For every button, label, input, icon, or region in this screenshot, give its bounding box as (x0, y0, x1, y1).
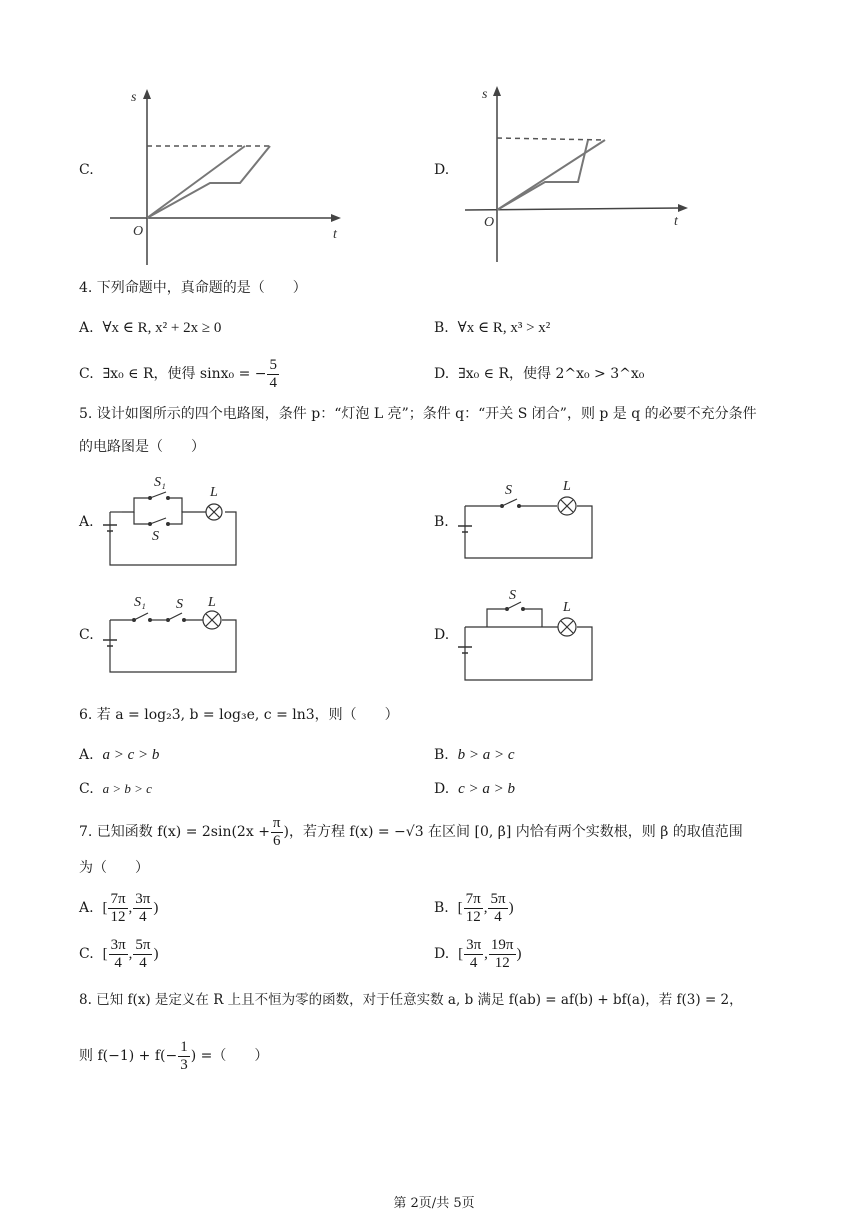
circuit-a-label: A. (79, 514, 94, 530)
q7-option-b: B. [ $\frac{7\pi}{12}$ , $\frac{5\pi}{4}$ ) (434, 890, 514, 925)
q4-option-d: D. ∃x₀ ∈ R，使得 2^x₀ > 3^x₀ (434, 366, 645, 382)
q8-stem-line2: 则 f(−1) + f(− $\frac{1}{3}$ ) =（ ） (79, 1038, 269, 1073)
circuit-a (100, 470, 250, 570)
circuit-b-label: B. (434, 514, 449, 530)
q7-stem-line2: 为（ ） (79, 860, 149, 876)
circuit-c-label: C. (79, 627, 94, 643)
svg-text:L: L (208, 595, 216, 610)
axis-s-label: s (131, 90, 137, 105)
graph-d (460, 80, 700, 270)
svg-text:S₁: S₁ (134, 595, 146, 610)
svg-text:L: L (563, 600, 571, 615)
circuit-c (100, 590, 250, 680)
axis-t-label: t (674, 214, 678, 229)
line-b (147, 146, 270, 218)
origin-label: O (484, 215, 495, 230)
q5-stem-line1: 5. 设计如图所示的四个电路图，条件 p：“灯泡 L 亮”；条件 q：“开关 S 闭合”，则 p 是 q 的必要不充分条件 (79, 406, 757, 422)
q4-option-a: A. ∀x ∈ R, x² + 2x ≥ 0 (79, 320, 222, 336)
q7-option-c: C. [ $\frac{3\pi}{4}$ , $\frac{5\pi}{4}$ ) (79, 936, 159, 971)
axis-s-label: s (482, 87, 488, 102)
circuit-b (455, 478, 605, 568)
q6-option-c: C. a > b > c (79, 781, 152, 797)
q6-option-d: D. c > a > b (434, 781, 515, 797)
q7-stem: 7. 已知函数 f(x) = 2sin(2x + $\frac{\pi}{6}$ )，若方程 f(x) = −√3 在区间 [0, β] 内恰有两个实数根，则 β 的取值范围 (79, 814, 743, 849)
line-b (497, 140, 588, 210)
q8-stem: 8. 已知 f(x) 是定义在 R 上且不恒为零的函数，对于任意实数 a, b 满足 f(ab) = af(b) + bf(a)，若 f(3) = 2， (79, 992, 743, 1008)
svg-text:S₁: S₁ (154, 475, 166, 490)
svg-text:S: S (509, 588, 516, 603)
svg-text:S: S (176, 597, 183, 612)
q4-option-c: C. ∃x₀ ∈ R，使得 sinx₀ = − $\frac{5}{4}$ (79, 356, 277, 391)
circuit-d-label: D. (434, 627, 450, 643)
circuit-d (455, 585, 605, 685)
svg-text:S: S (152, 529, 159, 544)
q7-option-a: A. [ $\frac{7\pi}{12}$ , $\frac{3\pi}{4}$ ) (79, 890, 159, 925)
svg-text:S: S (505, 483, 512, 498)
axis-t-label: t (333, 227, 337, 242)
q6-option-b: B. b > a > c (434, 747, 515, 763)
graph-c (105, 85, 345, 270)
svg-text:L: L (210, 485, 218, 500)
q6-stem: 6. 若 a = log₂3, b = log₃e, c = ln3，则（ ） (79, 707, 399, 723)
q7-option-d: D. [ $\frac{3\pi}{4}$ , $\frac{19\pi}{12}$ ) (434, 936, 522, 971)
page-footer: 第 2页/共 5页 (393, 1196, 475, 1211)
q4-option-b: B. ∀x ∈ R, x³ > x² (434, 320, 551, 336)
q6-option-a: A. a > c > b (79, 747, 160, 763)
q4-stem: 4. 下列命题中，真命题的是（ ） (79, 280, 307, 296)
option-d-label: D. (434, 162, 450, 178)
dashed-level (497, 138, 605, 140)
svg-text:L: L (563, 479, 571, 494)
option-c-label: C. (79, 162, 94, 178)
origin-label: O (133, 224, 144, 239)
q5-stem-line2: 的电路图是（ ） (79, 439, 205, 455)
